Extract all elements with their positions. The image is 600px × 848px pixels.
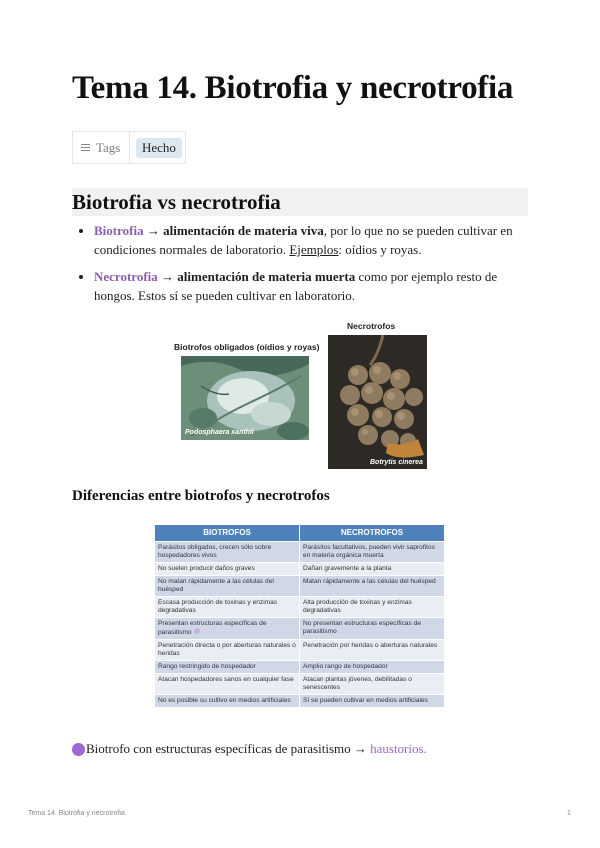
table-cell: Atacan plantas jóvenes, debilitadas o senescentes	[300, 674, 445, 695]
table-cell: Penetración por heridas o aberturas naturales	[300, 640, 445, 661]
definition-text: , por lo que no se pueden cultivar en condiciones normales de laboratorio.	[94, 223, 513, 257]
footer-title: Tema 14. Biotrofia y necrotrofia	[28, 810, 125, 817]
section-header	[72, 188, 528, 216]
bold-definition: alimentación de materia viva	[163, 223, 324, 238]
differences-table	[154, 524, 445, 708]
page-title: Tema 14. Biotrofia y necrotrofia	[72, 70, 514, 106]
list-item	[94, 267, 524, 305]
table-cell: Escasa producción de toxinas y enzimas degradativas	[155, 597, 300, 618]
table-cell: No es posible su cultivo en medios artificiales	[155, 695, 300, 708]
examples-label: Ejemplos	[289, 242, 339, 257]
table-row	[155, 542, 445, 563]
table-cell: Parásitos facultativos, pueden vivir saprofitos en materia orgánica muerta	[300, 542, 445, 563]
table-cell: Sí se pueden cultivar en medios artificiales	[300, 695, 445, 708]
table-row	[155, 576, 445, 597]
subsection-title: Diferencias entre biotrofos y necrotrofos	[72, 488, 330, 504]
haustorios-link[interactable]: haustorios.	[370, 741, 427, 756]
table-header-row	[155, 525, 445, 542]
botrytis-photo	[328, 335, 427, 469]
leaf-image	[181, 356, 309, 440]
bullet-list	[78, 221, 524, 313]
table-cell: Dañan gravemente a la planta	[300, 563, 445, 576]
grape-bunch-image	[328, 335, 427, 469]
photo-caption: Botrytis cinerea	[370, 459, 423, 466]
table-row	[155, 674, 445, 695]
page-number: 1	[567, 810, 571, 817]
figure-label-necrotrofos: Necrotrofos	[347, 321, 396, 331]
examples-text: : oídios y royas.	[338, 242, 422, 257]
table-cell: Alta producción de toxinas y enzimas degradativas	[300, 597, 445, 618]
purple-circle-icon	[72, 743, 85, 756]
table-cell-text: Presentan estructuras específicas de parasitismo	[158, 620, 267, 636]
arrow-text: →	[143, 223, 164, 238]
table-cell: Amplio rango de hospedador	[300, 661, 445, 674]
bold-definition: alimentación de materia muerta	[177, 269, 356, 284]
purple-dot-icon	[194, 628, 200, 634]
list-item	[94, 221, 524, 259]
photo-caption: Podosphaera xanthii	[185, 429, 254, 436]
note-line	[72, 741, 427, 757]
table-row	[155, 618, 445, 640]
tags-label-group	[73, 132, 130, 163]
table-row	[155, 563, 445, 576]
table-cell: Atacan hospedadores sanos en cualquier fase	[155, 674, 300, 695]
table-cell: No presentan estructuras específicas de parasitismo	[300, 618, 445, 640]
table-row	[155, 640, 445, 661]
column-header-biotrofos: BIOTROFOS	[155, 525, 300, 542]
definition-text: como por ejemplo resto de hongos. Estos sí se pueden cultivar en laboratorio.	[94, 269, 498, 303]
table-cell: Parásitos obligados, crecen sólo sobre hospedadores vivos	[155, 542, 300, 563]
table-row	[155, 661, 445, 674]
table-row	[155, 695, 445, 708]
tags-property	[72, 131, 186, 164]
term-necrotrofia: Necrotrofia	[94, 269, 158, 284]
table-cell: No matan rápidamente a las células del huésped	[155, 576, 300, 597]
table-cell: Rango restringido de hospedador	[155, 661, 300, 674]
tag-chip[interactable]: Hecho	[136, 138, 182, 158]
table-cell: No suelen producir daños graves	[155, 563, 300, 576]
table-cell: Matan rápidamente a las células del huésped	[300, 576, 445, 597]
column-header-necrotrofos: NECROTROFOS	[300, 525, 445, 542]
list-icon	[81, 142, 90, 153]
powdery-mildew-photo	[181, 356, 309, 440]
section-title: Biotrofia vs necrotrofia	[72, 190, 281, 214]
term-biotrofia: Biotrofia	[94, 223, 144, 238]
table-cell	[155, 618, 300, 640]
tags-label: Tags	[96, 139, 121, 155]
table-row	[155, 597, 445, 618]
note-text: Biotrofo con estructuras específicas de parasitismo →	[86, 741, 371, 756]
arrow-text: →	[157, 269, 178, 284]
table-cell: Penetración directa o por aberturas naturales o heridas	[155, 640, 300, 661]
figure-label-biotrofos: Biotrofos obligados (oídios y royas)	[174, 342, 320, 352]
